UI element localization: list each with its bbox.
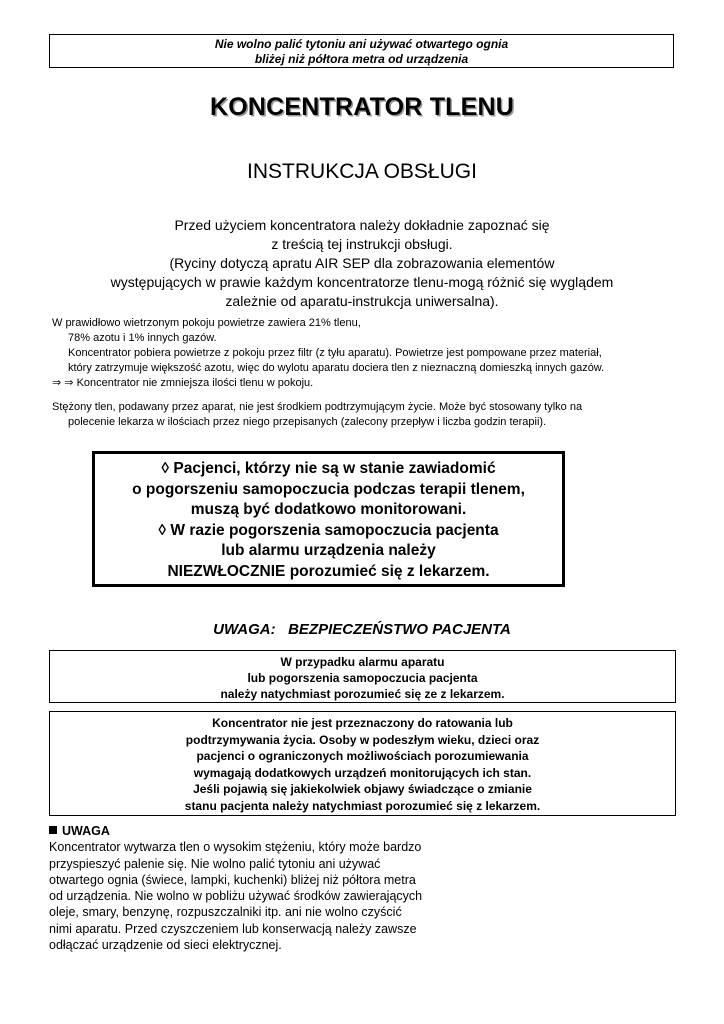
fire-warning-line: Koncentrator wytwarza tlen o wysokim stężeniu, który może bardzo <box>49 840 422 855</box>
alarm-line: lub pogorszenia samopoczucia pacjenta <box>247 671 478 685</box>
top-notice-line: bliżej niż półtora metra od urządzenia <box>254 52 469 66</box>
warning-line: ◊ Pacjenci, którzy nie są w stanie zawiadomić <box>161 460 496 477</box>
intro-paragraph <box>60 216 664 311</box>
top-notice-box <box>49 34 674 68</box>
fire-warning-title: UWAGA <box>62 824 110 838</box>
oxygen-paragraph <box>52 400 682 430</box>
intro-line: Przed użyciem koncentratora należy dokładnie zapoznać się <box>174 217 550 233</box>
document-title: KONCENTRATOR TLENU <box>209 93 515 121</box>
alarm-box <box>49 650 676 703</box>
life-support-box <box>49 711 676 816</box>
paragraph-line: który zatrzymuje większość azotu, więc do wylotu aparatu dociera tlen z nieznaczną domieszką innych gazów. <box>68 362 605 374</box>
paragraph-line: Stężony tlen, podawany przez aparat, nie jest środkiem podtrzymującym życie. Może być stosowany tylko na <box>52 401 583 413</box>
monitoring-warning-box <box>92 451 565 587</box>
life-line: stanu pacjenta należy natychmiast porozumieć się z lekarzem. <box>184 798 541 813</box>
warning-line: NIEZWŁOCZNIE porozumieć się z lekarzem. <box>167 562 490 580</box>
air-composition-paragraph <box>52 316 682 391</box>
fire-warning-line: od urządzenia. Nie wolno w pobliżu używać środków zawierających <box>49 889 423 904</box>
fire-warning-section <box>49 823 469 953</box>
warning-line: o pogorszeniu samopoczucia podczas terapii tlenem, <box>132 480 525 498</box>
warning-line: muszą być dodatkowo monitorowani. <box>190 501 467 518</box>
life-line: wymagają dodatkowych urządzeń monitorujących ich stan. <box>193 765 532 780</box>
paragraph-line: W prawidłowo wietrzonym pokoju powietrze zawiera 21% tlenu, <box>52 317 361 329</box>
intro-line: (Ryciny dotyczą apratu AIR SEP dla zobrazowania elementów <box>169 255 555 271</box>
alarm-line: należy natychmiast porozumieć się ze z lekarzem. <box>220 687 505 701</box>
fire-warning-line: oleje, smary, benzynę, rozpuszczalniki itp. ani nie wolno czyścić <box>49 905 402 920</box>
life-line: pacjenci o ograniczonych możliwościach porozumiewania <box>196 749 529 763</box>
paragraph-line: polecenie lekarza w ilościach przez niego przepisanych (zalecony przepływ i liczba godzin terapii). <box>68 416 547 428</box>
life-line: Koncentrator nie jest przeznaczony do ratowania lub <box>212 716 513 730</box>
patient-safety-heading: UWAGA: BEZPIECZEŃSTWO PACJENTA <box>213 621 511 638</box>
paragraph-line: 78% azotu i 1% innych gazów. <box>68 332 217 344</box>
fire-warning-line: odłączać urządzenie od sieci elektrycznej. <box>49 938 282 953</box>
fire-warning-line: przyspieszyć palenie się. Nie wolno palić tytoniu ani używać <box>49 856 381 871</box>
document-subtitle: INSTRUKCJA OBSŁUGI <box>247 160 477 183</box>
alarm-line: W przypadku alarmu aparatu <box>280 655 445 669</box>
paragraph-line: Koncentrator pobiera powietrze z pokoju przez filtr (z tyłu aparatu). Powietrze jest pompowane przez materiał, <box>68 347 602 359</box>
life-line: podtrzymywania życia. Osoby w podeszłym wieku, dzieci oraz <box>185 732 540 747</box>
double-arrow-icon: ⇒ ⇒ <box>52 377 74 389</box>
warning-line: lub alarmu urządzenia należy <box>221 542 436 559</box>
fire-warning-heading <box>49 823 469 839</box>
paragraph-text: Koncentrator nie zmniejsza ilości tlenu w pokoju. <box>76 377 314 389</box>
fire-warning-line: nimi aparatu. Przed czyszczeniem lub konserwacją należy zawsze <box>49 921 417 936</box>
intro-line: z treścią tej instrukcji obsługi. <box>271 236 453 252</box>
intro-line: zależnie od aparatu-instrukcja uniwersalna). <box>225 293 499 309</box>
fire-warning-line: otwartego ognia (świece, lampki, kuchenki) bliżej niż półtora metra <box>49 872 416 887</box>
intro-line: występujących w prawie każdym koncentratorze tlenu-mogą różnić się wyglądem <box>110 274 614 290</box>
warning-line: ◊ W razie pogorszenia samopoczucia pacjenta <box>158 521 499 539</box>
top-notice-line: Nie wolno palić tytoniu ani używać otwartego ognia <box>214 37 509 51</box>
paragraph-line <box>52 376 682 391</box>
square-bullet-icon <box>49 826 57 834</box>
life-line: Jeśli pojawią się jakiekolwiek objawy świadczące o zmianie <box>193 782 532 796</box>
